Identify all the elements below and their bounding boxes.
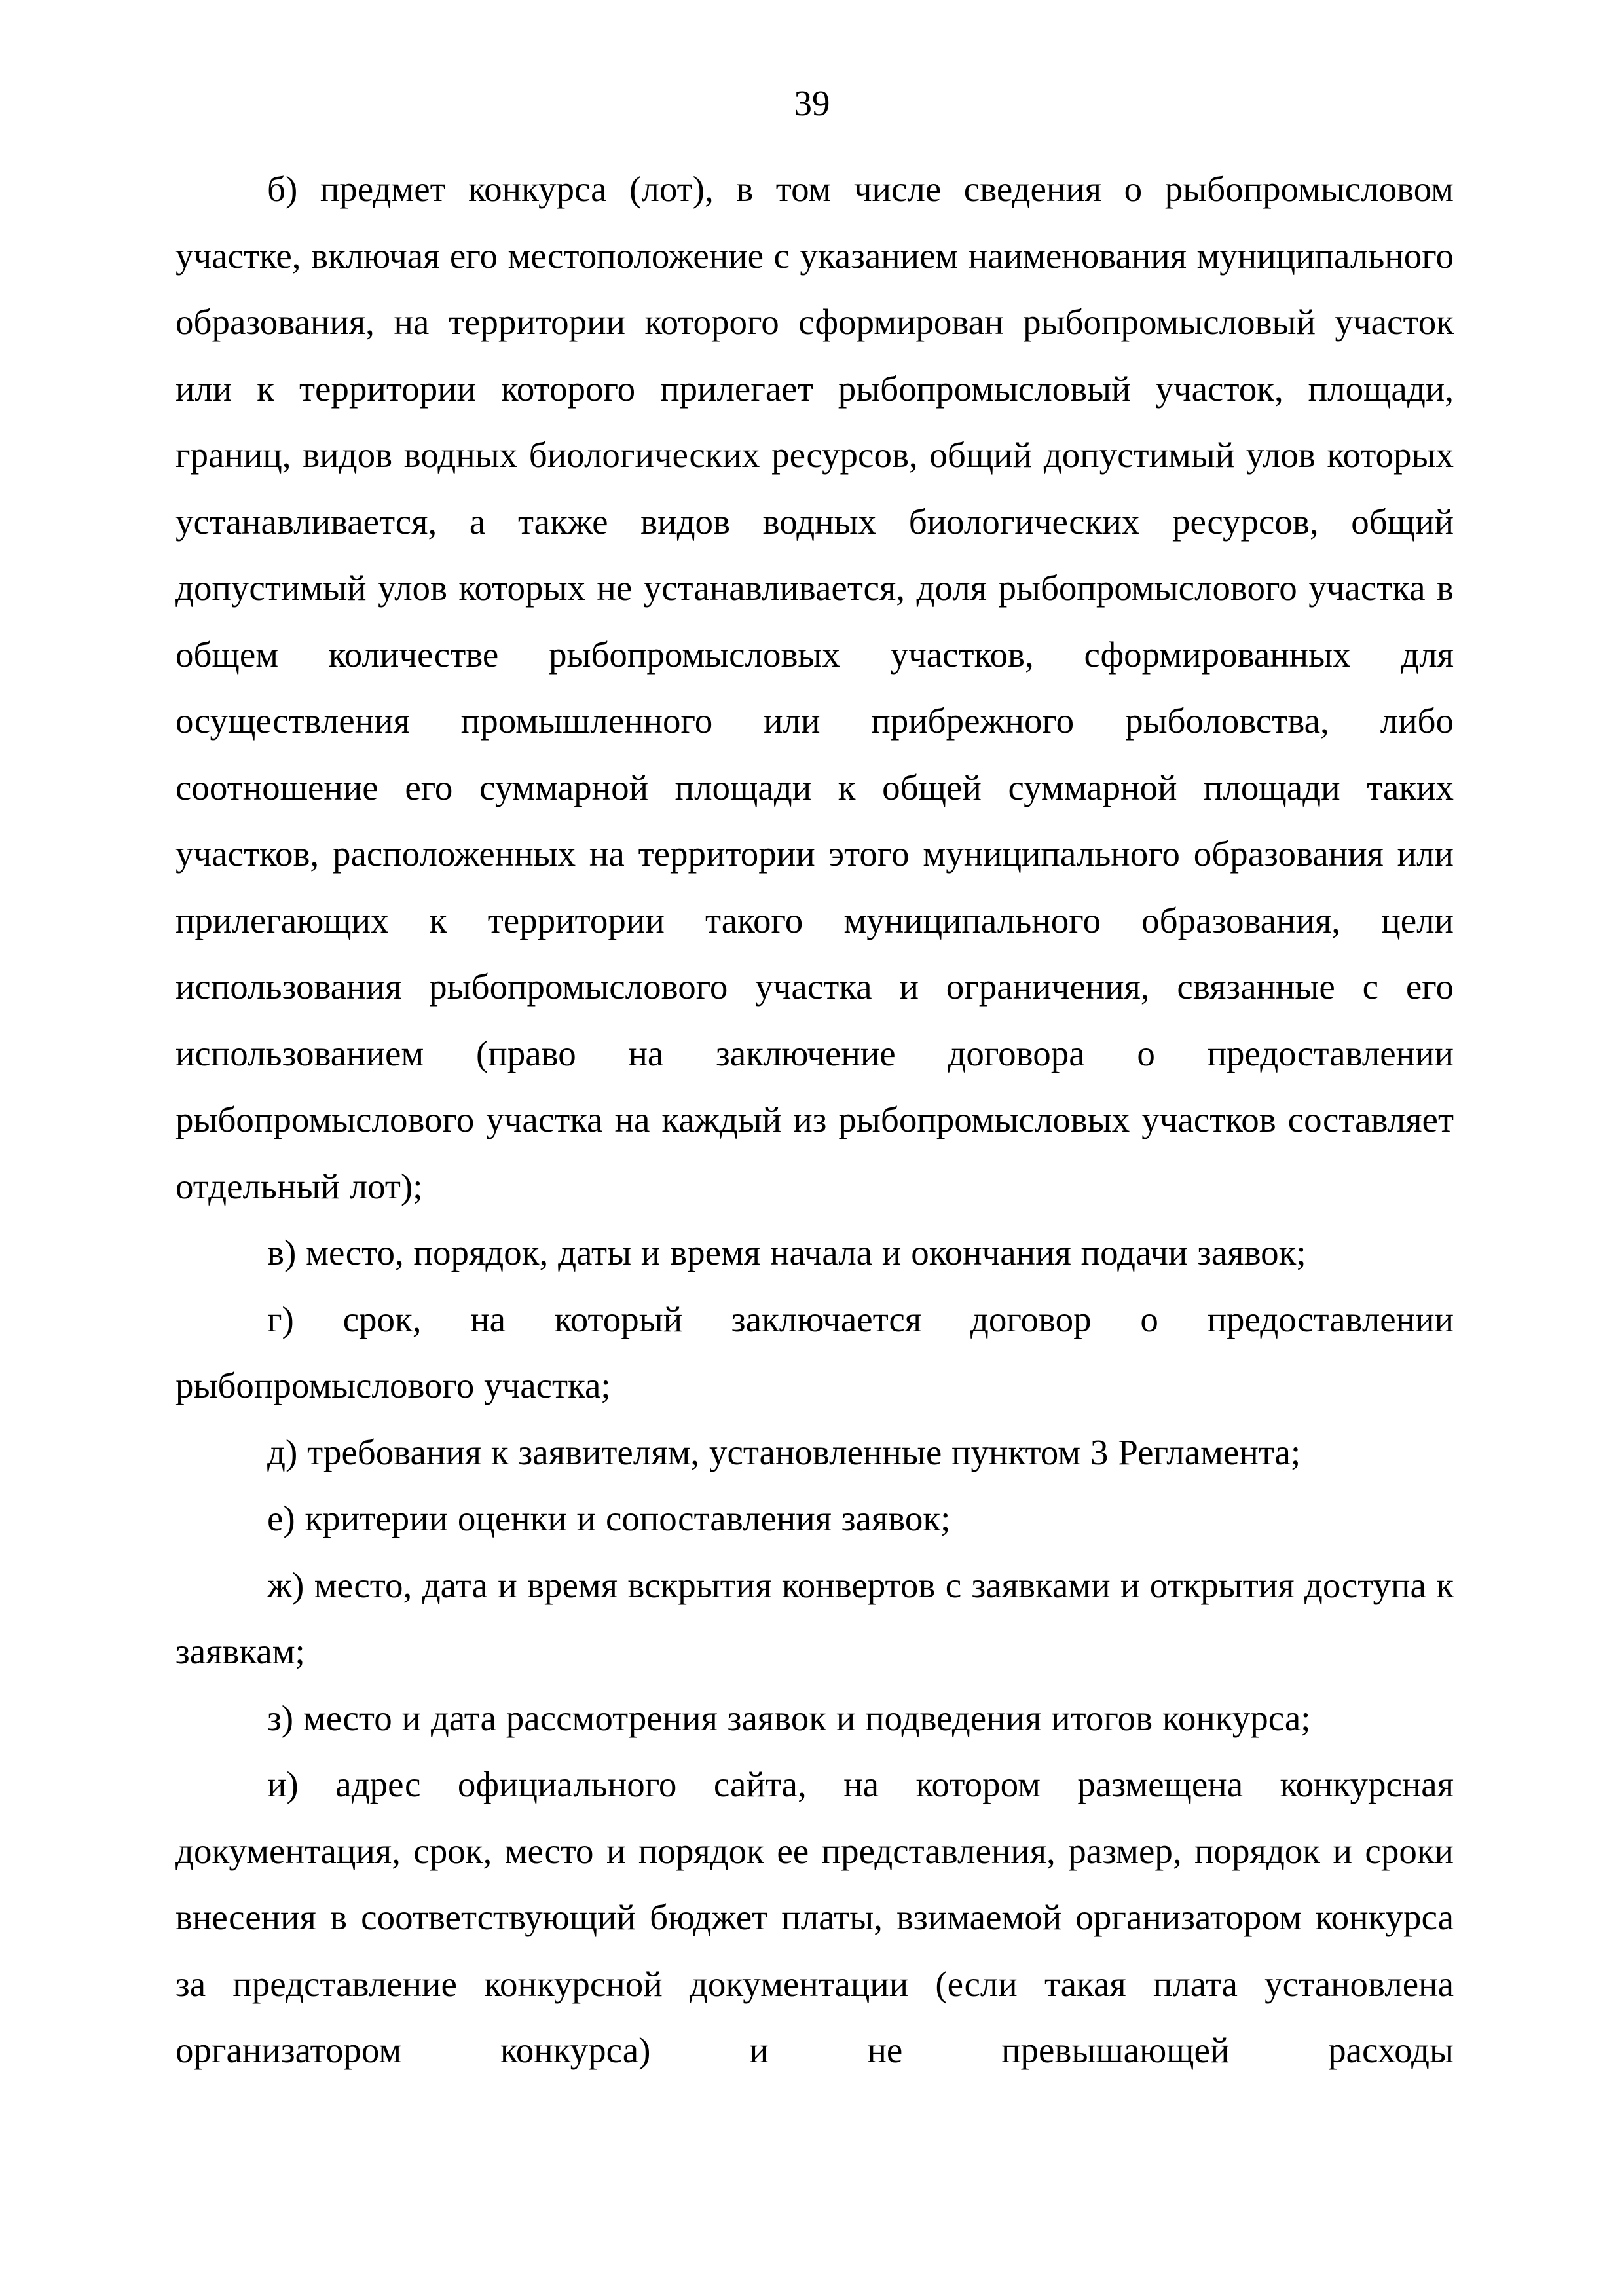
page-number: 39 [794,83,830,123]
paragraph-e-criteria: е) критерии оценки и сопоставления заявок; [267,1498,951,1538]
document-body [175,156,1454,2084]
paragraph-zh-opening: ж) место, дата и время вскрытия конвертов с заявками и открытия доступа к заявкам; [175,1565,1454,1671]
paragraph-g-term: г) срок, на который заключается договор о предоставлении рыбопромыслового участка; [175,1299,1454,1405]
paragraph-v-place-order: в) место, порядок, даты и время начала и окончания подачи заявок; [267,1232,1306,1272]
paragraph-i-website: и) адрес официального сайта, на котором размещена конкурсная документация, срок, место и порядок ее представления, размер, порядок и сроки внесения в соответствующий бюджет платы, взимаемой организатором конкурса за представление конкурсной документации (если такая плата установлена организатором конкурса) и не превышающей расходы [175,1764,1454,2070]
paragraph-b-subject: б) предмет конкурса (лот), в том числе сведения о рыбопромысловом участке, включая его местоположение с указанием наименования муниципального образования, на территории которого сформирован рыбопромысловый участок или к территории которого прилегает рыбопромысловый участок, площади, границ, видов водных биологических ресурсов, общий допустимый улов которых устанавливается, а также видов водных биологических ресурсов, общий допустимый улов которых не устанавливается, доля рыбопромыслового участка в общем количестве рыбопромысловых участков, сформированных для осуществления промышленного или прибрежного рыболовства, либо соотношение его суммарной площади к общей суммарной площади таких участков, расположенных на территории этого муниципального образования или прилегающих к территории такого муниципального образования, цели использования рыбопромыслового участка и ограничения, связанные с его использованием (право на заключение договора о предоставлении рыбопромыслового участка на каждый из рыбопромысловых участков составляет отдельный лот); [175,169,1454,1206]
paragraph-z-review: з) место и дата рассмотрения заявок и подведения итогов конкурса; [267,1697,1311,1738]
paragraph-d-requirements: д) требования к заявителям, установленные пунктом 3 Регламента; [267,1432,1301,1472]
